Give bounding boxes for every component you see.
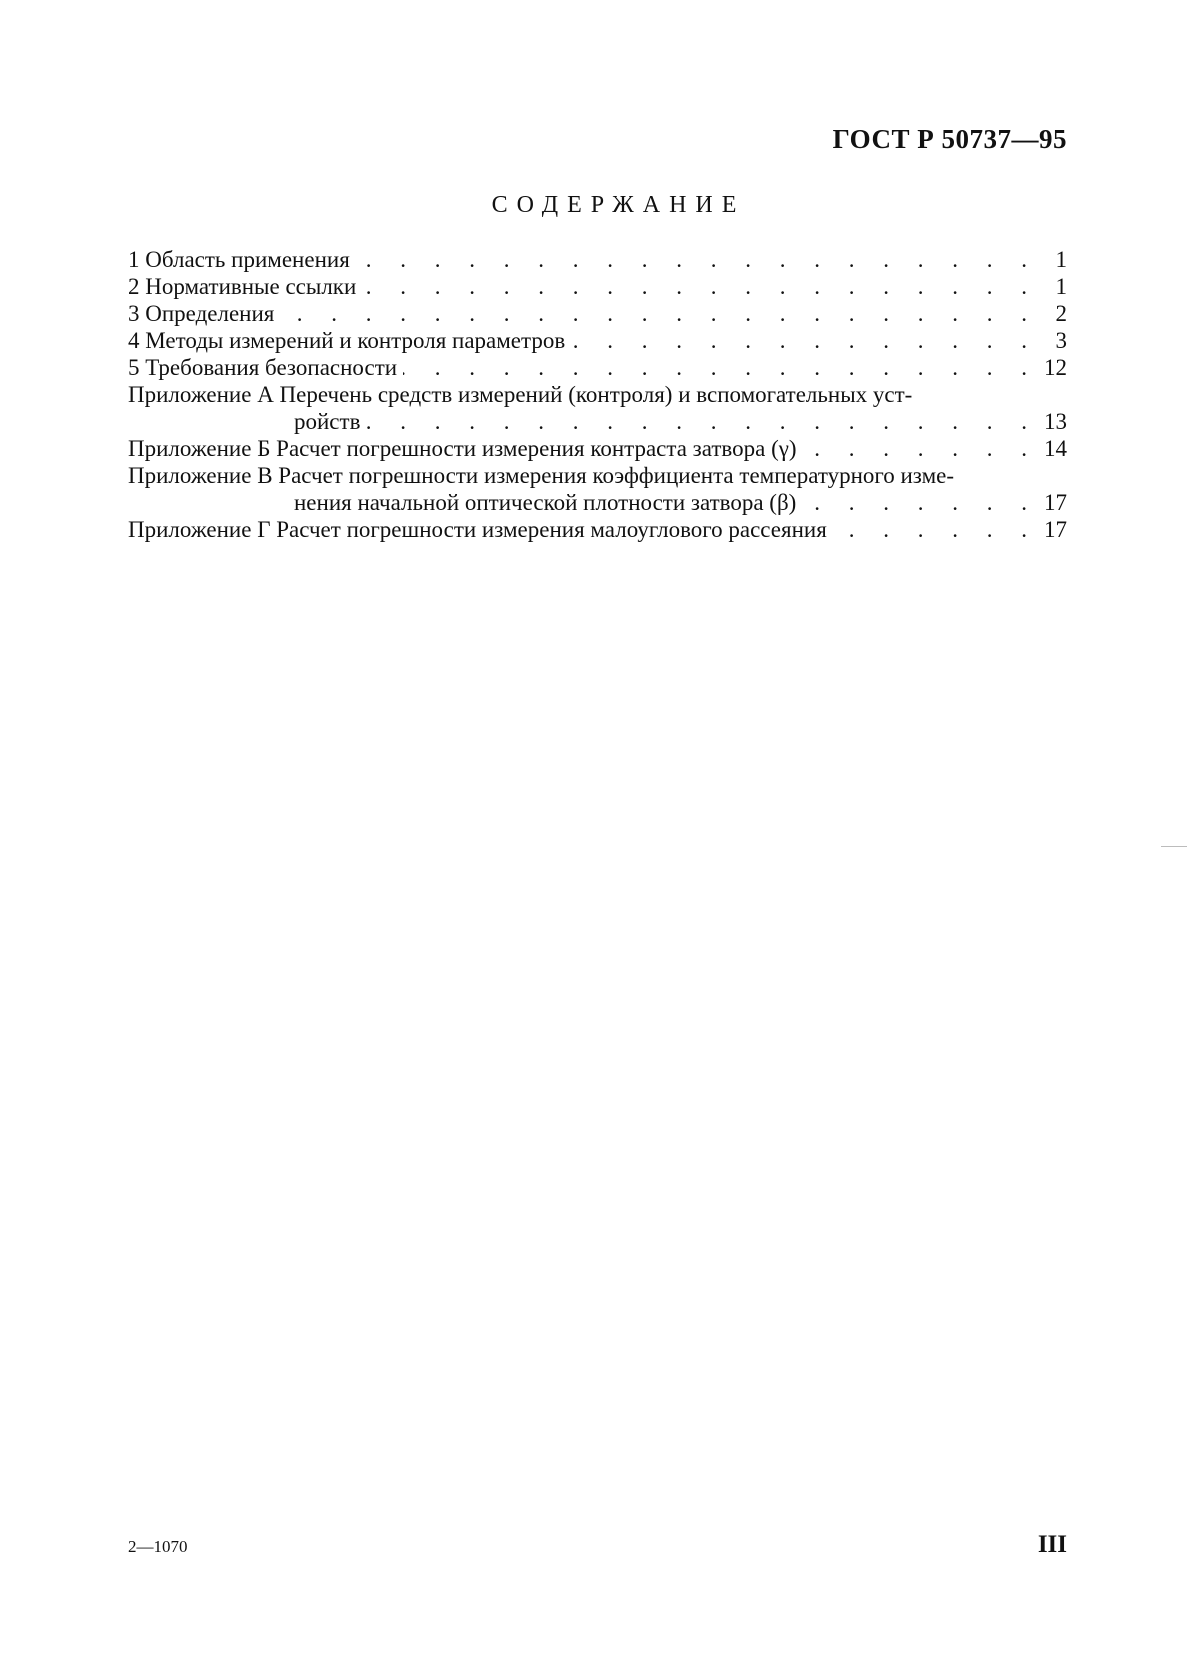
toc-entry-page: 2 [1055,301,1067,326]
toc-entry-page: 14 [1044,436,1067,461]
toc-entry[interactable] [128,327,1067,354]
toc-entry-text: 3 Определения [128,301,275,326]
dot-leader [833,516,1027,543]
toc-entry-text: нения начальной оптической плотности затвора (β) [294,490,797,515]
toc-title: СОДЕРЖАНИЕ [491,192,746,218]
toc-entry-text: 4 Методы измерений и контроля параметров [128,328,566,353]
toc-entry-text: 5 Требования безопасности [128,355,398,380]
toc-entry-continuation[interactable] [128,489,1067,516]
toc-entry-text: Приложение Б Расчет погрешности измерения контраста затвора (γ) [128,436,797,461]
toc-entry-page: 1 [1055,247,1067,272]
dot-leader [280,300,1027,327]
document-code: ГОСТ Р 50737—95 [832,124,1067,154]
dot-leader [403,354,1027,381]
scan-artifact [1161,846,1187,847]
page-number: III [1037,1531,1067,1558]
toc-entry-text: 1 Область применения [128,247,350,272]
toc-entry[interactable] [128,273,1067,300]
toc-entry-text: Приложение В Расчет погрешности измерения коэффициента температурного изме- [128,463,954,488]
dot-leader [571,327,1027,354]
toc-entry[interactable] [128,516,1067,543]
toc-entry[interactable] [128,354,1067,381]
print-code: 2—1070 [128,1537,188,1556]
toc-entry-page: 1 [1055,274,1067,299]
toc-entry-page: 17 [1044,517,1067,542]
toc-entry-text: Приложение А Перечень средств измерений (контроля) и вспомогательных уст- [128,382,913,407]
dot-leader [362,273,1027,300]
dot-leader [803,435,1027,462]
toc-entry-page: 17 [1044,490,1067,515]
table-of-contents [128,246,1067,543]
dot-leader [356,246,1027,273]
dot-leader [802,489,1027,516]
toc-entry[interactable] [128,435,1067,462]
toc-entry-first-line[interactable] [128,462,1103,489]
toc-entry-text: ройств [294,409,361,434]
toc-entry-page: 13 [1044,409,1067,434]
toc-entry-page: 12 [1044,355,1067,380]
dot-leader [366,408,1027,435]
toc-entry-text: 2 Нормативные ссылки [128,274,357,299]
toc-entry-first-line[interactable] [128,381,1103,408]
toc-entry-page: 3 [1055,328,1067,353]
toc-entry[interactable] [128,300,1067,327]
toc-entry-continuation[interactable] [128,408,1067,435]
toc-entry-text: Приложение Г Расчет погрешности измерения малоуглового рассеяния [128,517,827,542]
toc-entry[interactable] [128,246,1067,273]
